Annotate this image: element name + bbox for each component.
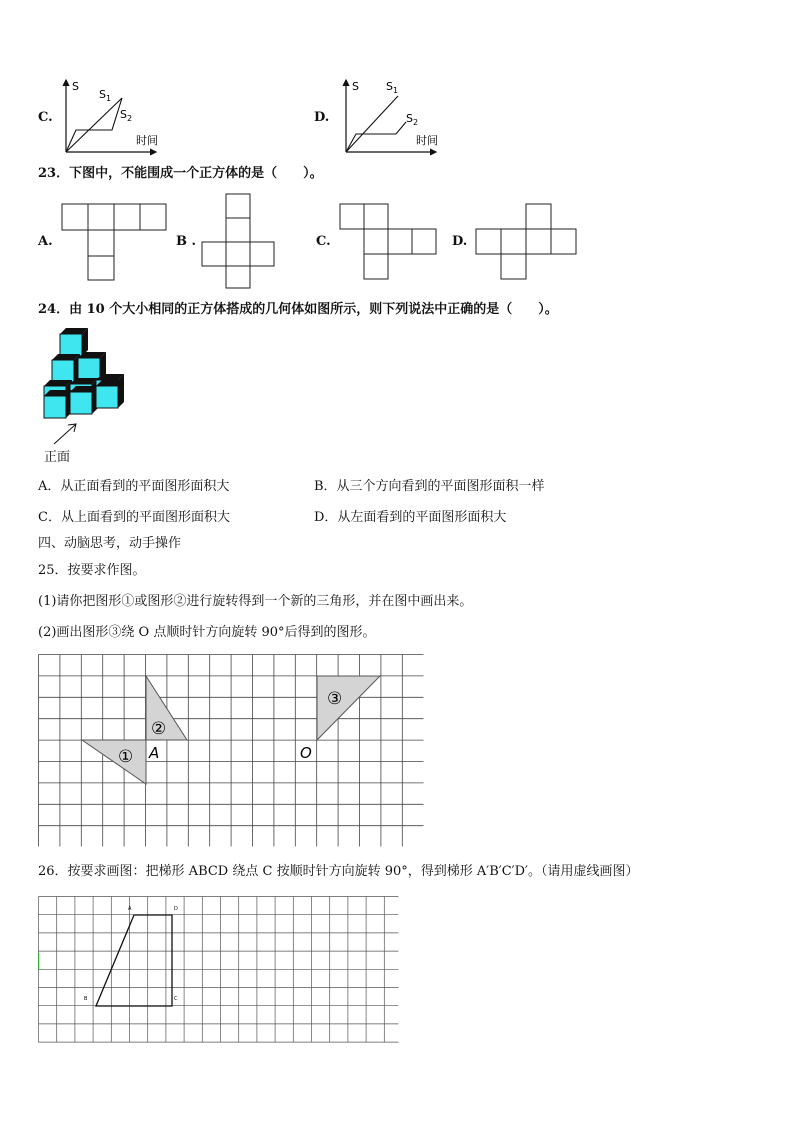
point-o-label: O [300, 744, 312, 762]
net-a [60, 202, 174, 282]
net-d [474, 202, 580, 282]
shape-1-triangle [82, 740, 146, 784]
q23-option-d: D. [452, 234, 468, 249]
q25-text: 25．按要求作图。 [38, 563, 146, 578]
axis-y-label: S [72, 80, 79, 93]
axis-x-label: 时间 [136, 134, 158, 147]
grid-q25 [38, 654, 426, 850]
shape-1-label: ① [118, 747, 134, 767]
q24-option-a: A．从正面看到的平面图形面积大 [38, 479, 230, 494]
q26-text: 26．按要求画图：把梯形 ABCD 绕点 C 按顺时针方向旋转 90°，得到梯形 A′B′C′D′。（请用虚线画图） [38, 864, 639, 879]
trapezoid-point-c: C [174, 996, 178, 1002]
s1-label: $S_1$ [99, 88, 112, 103]
q24-option-b: B．从三个方向看到的平面图形面积一样 [314, 479, 545, 494]
trapezoid-point-a: A [128, 906, 132, 912]
shape-3-label: ③ [327, 689, 343, 709]
option-d-label: D. [314, 110, 330, 125]
grid-q26 [38, 896, 400, 1044]
s1-label: $S_1$ [386, 80, 399, 95]
option-c-label: C. [38, 110, 53, 125]
q25-part2: (2)画出图形③绕 O 点顺时针方向旋转 90°后得到的图形。 [38, 625, 376, 640]
trapezoid-point-d: D [174, 906, 178, 912]
section-heading: 四、动脑思考，动手操作 [38, 536, 182, 551]
trapezoid-abcd [96, 915, 172, 1006]
q23-text: 23．下图中，不能围成一个正方体的是（ ）。 [38, 166, 323, 181]
q23-option-b: B . [176, 234, 197, 249]
q23-option-a: A. [38, 234, 53, 249]
graph-d [336, 74, 446, 160]
s2-label: $S_2$ [406, 112, 419, 127]
axis-x-label: 时间 [416, 134, 438, 147]
net-b [198, 192, 278, 292]
shape-2-label: ② [151, 719, 167, 739]
q25-part1: (1)请你把图形①或图形②进行旋转得到一个新的三角形，并在图中画出来。 [38, 594, 473, 609]
net-c [338, 202, 442, 282]
point-a-label: A [149, 744, 160, 762]
q23-option-c: C. [316, 234, 331, 249]
graph-c [56, 74, 166, 160]
q24-option-d: D．从左面看到的平面图形面积大 [314, 510, 507, 525]
cube-stack-figure [40, 326, 136, 448]
trapezoid-point-b: B [84, 996, 88, 1002]
q24-option-c: C．从上面看到的平面图形面积大 [38, 510, 230, 525]
front-label: 正面 [44, 450, 71, 465]
axis-y-label: S [352, 80, 359, 93]
q24-text: 24．由 10 个大小相同的正方体搭成的几何体如图所示，则下列说法中正确的是（ ）。 [38, 302, 558, 317]
s2-label: $S_2$ [120, 108, 133, 123]
